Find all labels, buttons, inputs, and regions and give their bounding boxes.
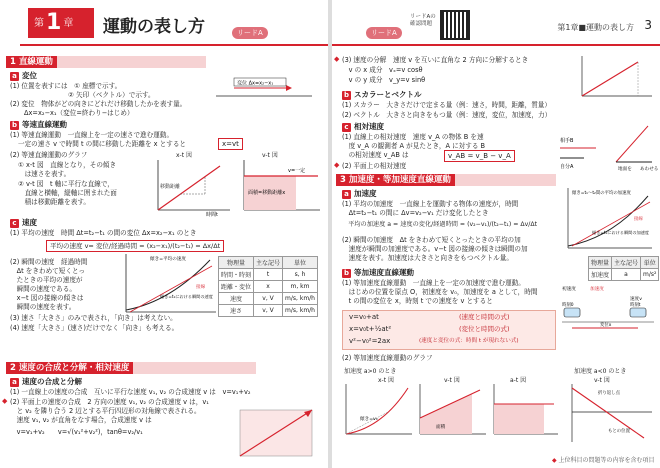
running-head: 第1章■運動の表し方 <box>557 23 634 32</box>
text-line: (2) 等速直線運動のグラフ <box>10 151 88 159</box>
advanced-marker-icon: ◆ <box>334 161 340 169</box>
advanced-marker-icon: ◆ <box>334 55 340 63</box>
text-line: ② 矢印（ベクトル）で示す。 <box>68 91 155 99</box>
label-avg-slope: 傾き=平均の速度 <box>150 257 187 262</box>
text-line: (3) 速度の分解 速度 v を互いに直角な 2 方向に分解するとき <box>342 56 529 64</box>
text-line: はじめの位置を原点 O，初速度を v₀，加速度を a として，時間 <box>342 288 538 296</box>
subsection-1c: c 速度 <box>10 218 37 228</box>
page-header <box>0 0 328 44</box>
chapter-prefix: 第 <box>34 18 44 29</box>
displacement-label: 変位 Δx=x₂−x₁ <box>237 80 274 87</box>
formula-panel <box>342 310 556 350</box>
text-line: は速さを表す。 <box>18 170 71 178</box>
text-line: 度 v_A の観測者 A が見たとき，A に対する B <box>342 142 486 150</box>
text-line: 積は移動距離を表す。 <box>18 198 91 206</box>
text-line: x−t 図の接線の傾きは <box>10 294 84 302</box>
footnote: ◆ 上位科目の問題等の内容を含む項目 <box>552 457 655 464</box>
subsection-2b: b スカラーとベクトル <box>343 90 422 99</box>
text-line: Δt=t₂−t₁ の間に Δv=v₂−v₁ だけ変化したとき <box>342 209 489 217</box>
text-line: (1) 一直線上の速度の合成 互いに平行な速度 v₁, v₂ の合成速度 v は v=v₁+v₂ <box>10 388 251 396</box>
chapter-badge <box>28 8 94 38</box>
text-line: 一定の速さ v で時間 t の間に移動した距離を x とすると <box>18 140 187 148</box>
car-label-v: 速度v <box>630 297 642 302</box>
acc-label-avg: 傾き=t₁～t₂間の平均の加速度 <box>572 191 631 196</box>
text-line: (1) 平均の速度 時間 Δt=t₂−t₁ の間の変位 Δx=x₂−x₁ のとき <box>10 229 197 237</box>
graph-time-label: 時間t <box>206 212 218 218</box>
rel-label-align: あわせる <box>640 167 659 172</box>
header-rule <box>332 44 660 46</box>
section-2-heading: 2 速度の合成と分解・相対速度 <box>6 362 133 374</box>
acc-label-instant: 傾き=t₁における瞬間の加速度 <box>592 230 650 235</box>
subsection-2c: c 相対速度 <box>342 122 384 132</box>
formula-relative-velocity: v_AB = v_B − v_A <box>444 150 515 162</box>
car-motion-diagram <box>560 278 656 334</box>
chapter-number: 1 <box>46 10 62 35</box>
graph-title: x-t 図 <box>378 377 394 384</box>
left-page <box>0 0 328 468</box>
text-line: (1) 等速直線運動 一直線上を一定の速さで進む運動。 <box>10 131 174 139</box>
text-line: (1) 位置を表すには ① 座標で示す。 <box>10 82 122 90</box>
text-line: たときの平均の速度が <box>10 276 83 284</box>
xt-graph <box>150 158 234 216</box>
text-line: (2) 瞬間の速度 経過時間 <box>10 258 88 266</box>
graph-title-xt: x-t 図 <box>176 152 192 159</box>
car-label-t: 時刻t <box>630 303 641 308</box>
text-line: の相対速度 v_AB は <box>342 151 409 159</box>
qr-label: リードAの確認問題 <box>410 14 436 27</box>
text-line: (4) 速度「大きさ」(速さ)だけでなく「向き」も考える。 <box>10 324 179 332</box>
header-rule <box>20 44 328 46</box>
formula-x-vt: x=vt <box>218 138 243 150</box>
graph-back-label: もとの位置 <box>608 429 630 434</box>
velocity-parallelogram <box>234 404 318 462</box>
subsection-3b: b 等加速度直線運動 <box>343 268 414 277</box>
subsection-2a: a 速度の合成と分解 <box>10 377 82 387</box>
graph-title: v-t 図 <box>594 377 610 384</box>
text-line: 直線と横軸，縦軸に囲まれた面 <box>18 189 117 197</box>
displacement-diagram <box>214 76 314 104</box>
text-line: 平均の加速度 a = 速度の変化/経過時間 = (v₂−v₁)/(t₂−t₁) = Δv/Δt <box>342 221 538 228</box>
subsection-1b: b 等速直線運動 <box>11 120 67 129</box>
lead-a-tag: リードA <box>366 27 402 39</box>
subsection-1a: a 変位 <box>10 71 37 81</box>
graph-vt-negative <box>568 382 656 446</box>
text-line: (2) 平面上の相対速度 <box>342 162 407 170</box>
subsection-3a: a 加速度 <box>342 189 377 199</box>
text-line: 瞬間の速度を表す。 <box>10 303 76 311</box>
text-line: Δx=x₂−x₁（変位=終わり−はじめ） <box>24 109 134 117</box>
formula-average-velocity: 平均の速度 v= 変位/経過時間 = (x₂−x₁)/(t₂−t₁) = Δx/Δt <box>46 240 224 252</box>
text-line: (1) スカラー 大きさだけで定まる量（例：速さ，時間，距離，質量） <box>342 101 551 109</box>
relative-velocity-diagram <box>556 118 659 172</box>
velocity-decomposition <box>578 54 654 100</box>
car-label-v0: 初速度 <box>562 287 576 292</box>
page-title: 運動の表し方 <box>103 17 205 37</box>
text-line: Δt をきわめて短くとっ <box>10 267 85 275</box>
graph-caption-positive: 加速度 a>0 のとき <box>344 368 397 375</box>
acc-label-tangent: 接線 <box>634 217 643 222</box>
rel-label-ground: 地面を <box>618 167 632 172</box>
qr-code-icon[interactable] <box>440 10 470 40</box>
text-line: (2) 平面上の速度の合成 2 方向の速度 v₁, v₂ の合成速度 v は，v₁ <box>10 398 209 406</box>
formula-row: x=v₀t+½at² (変位と時間の式) <box>349 325 510 333</box>
graph-at-positive <box>490 382 562 438</box>
quantity-table: 物理量 主な記号 単位 時間・時刻 t s, h 距離・変位 x m, km 速度 v, V m/s, km/h 速さ v, V m/s, km/h <box>218 256 318 317</box>
graph-title: a-t 図 <box>510 377 527 384</box>
page-number: 3 <box>644 18 652 32</box>
graph-area-label: 面積=移動距離x <box>248 190 286 196</box>
text-line: t の間の変位を x，時刻 t での速度を v とすると <box>342 297 493 305</box>
instant-velocity-graph <box>120 252 220 318</box>
formula-row: v=v₀+at (速度と時間の式) <box>349 313 510 321</box>
graph-vt-positive <box>416 382 490 438</box>
right-page <box>332 0 660 468</box>
graph-area: 面積 <box>436 425 446 430</box>
section-3-heading: 3 加速度・等加速度直線運動 <box>336 174 455 186</box>
text-line: (2) 変位 物体がどの向きにどれだけ移動したかを表す量。 <box>10 100 187 108</box>
text-line: (2) ベクトル 大きさと向きをもつ量（例：速度，変位，加速度，力） <box>342 111 552 119</box>
acceleration-table: 物理量 主な記号 単位 加速度 a m/s² <box>588 256 659 281</box>
graph-slope-label: 移動距離 <box>160 184 181 190</box>
text-line: (1) 直線上の相対速度 速度 v_A の物体 B を速 <box>342 133 484 141</box>
text-line: 瞬間の速度である。 <box>10 285 76 293</box>
car-label-t0: 時刻0 <box>562 303 574 308</box>
vt-graph <box>238 158 324 216</box>
graph-title: v-t 図 <box>444 377 460 384</box>
chapter-suffix: 章 <box>63 18 74 29</box>
text-line: (2) 瞬間の加速度 Δt をきわめて短くとったときの平均の加 <box>342 236 521 244</box>
graph-fold-label: 折り返し点 <box>598 391 620 396</box>
text-line: 速度を表す。加速度は大きさと向きをもつベクトル量。 <box>342 254 513 262</box>
text-line: v の x 成分 vₓ=v cosθ <box>342 66 423 74</box>
lead-a-tag: リードA <box>232 27 268 39</box>
car-label-x: 変位x <box>600 323 612 328</box>
text-line: ② v-t 図 t 軸に平行な直線で， <box>18 180 114 188</box>
formula-row: v²−v₀²=2ax (速度と変位の式：時間 t が現れない式) <box>349 337 519 345</box>
graph-title-vt: v-t 図 <box>262 152 278 159</box>
text-line: 速度が瞬間の加速度である。v−t 図の接線の傾きは瞬間の加 <box>342 245 528 253</box>
rel-label-other: 相手B <box>560 138 574 144</box>
graph-v-const-label: v=一定 <box>288 168 306 174</box>
rel-label-self: 自分A <box>560 164 574 170</box>
graph-caption-negative: 加速度 a<0 のとき <box>574 368 627 375</box>
text-line: (2) 等加速度直線運動のグラフ <box>342 354 433 362</box>
label-instant-slope: 傾き=t₁における瞬間の速度 <box>160 294 213 299</box>
text-line: v=v₁+v₂ v=√(v₁²+v₂²)，tanθ=v₂/v₁ <box>10 428 143 436</box>
advanced-marker-icon: ◆ <box>2 397 8 405</box>
text-line: (3) 速さ「大きさ」のみで表され，「向き」は考えない。 <box>10 314 177 322</box>
car-label-a: 加速度 <box>590 287 604 292</box>
label-tangent: 接線 <box>196 285 206 290</box>
text-line: と v₂ を隣り合う 2 辺とする平行四辺形の対角線で表される。 <box>10 407 201 415</box>
text-line: ① x-t 図 直線となり，その傾き <box>18 161 117 169</box>
acceleration-graph <box>562 186 656 252</box>
text-line: (1) 平均の加速度 一直線上を運動する物体の速度が，時間 <box>342 200 519 208</box>
text-line: v の y 成分 v_y=v sinθ <box>342 76 426 84</box>
graph-slope: 傾き=v₀ <box>360 417 378 422</box>
section-1-heading: 1 直線運動 <box>6 56 57 68</box>
text-line: (1) 等加速度直線運動 一直線上を一定の加速度で進む運動。 <box>342 279 525 287</box>
text-line: 速度 v₁, v₂ が直角をなす場合，合成速度 v は <box>10 416 152 424</box>
graph-xt-positive <box>342 382 416 438</box>
